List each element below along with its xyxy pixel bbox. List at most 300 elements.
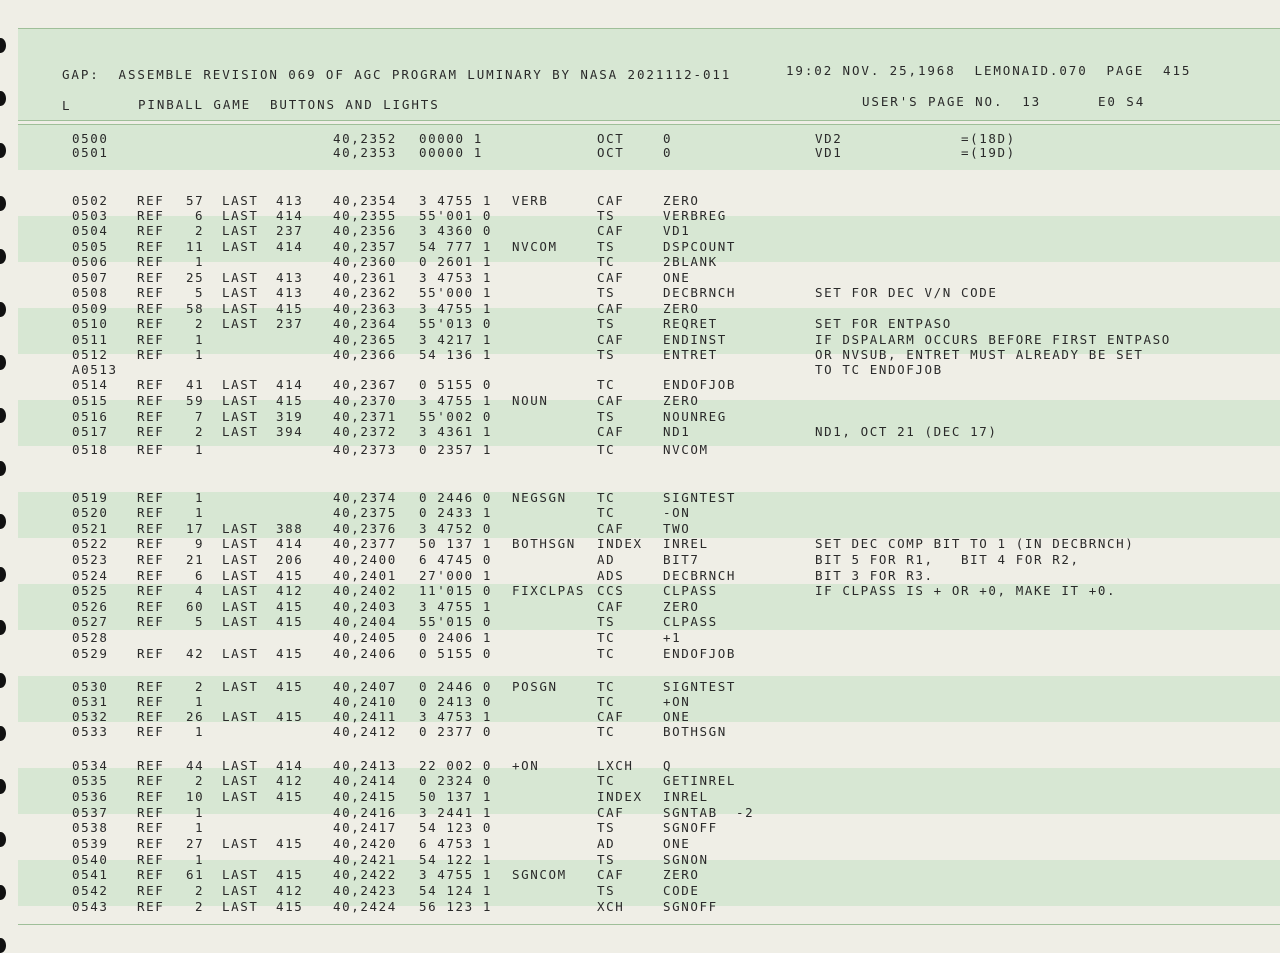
listing-addr: 40,2352 (333, 131, 397, 146)
listing-addr: 40,2374 (333, 490, 397, 505)
listing-cnt: 25 (186, 270, 205, 285)
listing-last: LAST (222, 239, 259, 254)
listing-cnt: 6 (195, 208, 205, 223)
listing-last: LAST (222, 867, 259, 882)
listing-operand: ZERO (663, 193, 700, 208)
listing-addr: 40,2420 (333, 836, 397, 851)
listing-ref: REF (137, 223, 165, 238)
listing-last: LAST (222, 193, 259, 208)
listing-op: CAF (597, 521, 625, 536)
listing-last: LAST (222, 409, 259, 424)
listing-op: TS (597, 239, 616, 254)
listing-ref: REF (137, 505, 165, 520)
listing-addr: 40,2417 (333, 820, 397, 835)
listing-cnt: 17 (186, 521, 205, 536)
listing-cnt: 59 (186, 393, 205, 408)
listing-cnt: 6 (195, 568, 205, 583)
punch-hole (0, 196, 6, 211)
punch-hole (0, 408, 6, 423)
listing-ref: REF (137, 490, 165, 505)
listing-cnt: 60 (186, 599, 205, 614)
listing-cnt: 5 (195, 614, 205, 629)
listing-op: CCS (597, 583, 625, 598)
listing-op: CAF (597, 301, 625, 316)
listing-cnt: 10 (186, 789, 205, 804)
listing-op: TS (597, 820, 616, 835)
listing-ref: REF (137, 773, 165, 788)
listing-word: 3 4755 1 (419, 867, 493, 882)
listing-op: CAF (597, 424, 625, 439)
listing-line: 0506 (72, 254, 109, 269)
listing-word: 6 4745 0 (419, 552, 493, 567)
listing-word: 55'013 0 (419, 316, 493, 331)
listing-op: TS (597, 614, 616, 629)
listing-line: 0533 (72, 724, 109, 739)
listing-line: 0543 (72, 899, 109, 914)
listing-label: NEGSGN (512, 490, 567, 505)
listing-op: TS (597, 285, 616, 300)
punch-hole (0, 514, 6, 529)
listing-addr: 40,2400 (333, 552, 397, 567)
listing-lp: 412 (276, 583, 304, 598)
listing-comment: IF DSPALARM OCCURS BEFORE FIRST ENTPASO (815, 332, 1171, 347)
listing-addr: 40,2365 (333, 332, 397, 347)
listing-ref: REF (137, 239, 165, 254)
listing-label: +ON (512, 758, 540, 773)
listing-word: 55'015 0 (419, 614, 493, 629)
listing-line: 0510 (72, 316, 109, 331)
header-line2-code: E0 S4 (1098, 94, 1146, 109)
listing-line: A0513 (72, 362, 118, 377)
punch-hole (0, 461, 6, 476)
listing-op: TC (597, 254, 616, 269)
listing-word: 6 4753 1 (419, 836, 493, 851)
listing-operand: VERBREG (663, 208, 727, 223)
listing-lp: 415 (276, 789, 304, 804)
listing-last: LAST (222, 789, 259, 804)
listing-word: 3 4753 1 (419, 709, 493, 724)
listing-operand: SGNTAB -2 (663, 805, 755, 820)
listing-line: 0531 (72, 694, 109, 709)
listing-ref: REF (137, 583, 165, 598)
listing-operand: INREL (663, 789, 709, 804)
listing-cnt: 26 (186, 709, 205, 724)
punch-hole (0, 143, 6, 158)
listing-op: CAF (597, 223, 625, 238)
listing-cnt: 7 (195, 409, 205, 424)
listing-op: CAF (597, 805, 625, 820)
listing-operand: VD1 (663, 223, 691, 238)
listing-lp: 412 (276, 883, 304, 898)
listing-operand: SIGNTEST (663, 679, 737, 694)
listing-word: 56 123 1 (419, 899, 493, 914)
listing-operand: ZERO (663, 301, 700, 316)
listing-addr: 40,2404 (333, 614, 397, 629)
listing-operand: TWO (663, 521, 691, 536)
punch-hole (0, 726, 6, 741)
listing-operand: ZERO (663, 393, 700, 408)
listing-addr: 40,2362 (333, 285, 397, 300)
listing-line: 0522 (72, 536, 109, 551)
listing-op: TC (597, 694, 616, 709)
listing-addr: 40,2407 (333, 679, 397, 694)
listing-line: 0538 (72, 820, 109, 835)
listing-addr: 40,2361 (333, 270, 397, 285)
listing-cnt: 2 (195, 424, 205, 439)
paper-band (18, 492, 1280, 538)
listing-line: 0502 (72, 193, 109, 208)
listing-cnt: 1 (195, 805, 205, 820)
listing-last: LAST (222, 208, 259, 223)
punch-hole (0, 302, 6, 317)
listing-line: 0520 (72, 505, 109, 520)
listing-op: AD (597, 552, 616, 567)
listing-last: LAST (222, 599, 259, 614)
listing-lp: 415 (276, 646, 304, 661)
listing-last: LAST (222, 521, 259, 536)
listing-cnt: 1 (195, 490, 205, 505)
listing-lp: 414 (276, 208, 304, 223)
listing-word: 22 002 0 (419, 758, 493, 773)
listing-last: LAST (222, 393, 259, 408)
listing-ref: REF (137, 805, 165, 820)
listing-op: TC (597, 630, 616, 645)
listing-ref: REF (137, 614, 165, 629)
listing-line: 0526 (72, 599, 109, 614)
listing-op: CAF (597, 332, 625, 347)
listing-lp: 414 (276, 239, 304, 254)
listing-lp: 394 (276, 424, 304, 439)
listing-cnt: 2 (195, 883, 205, 898)
listing-cnt: 41 (186, 377, 205, 392)
listing-ref: REF (137, 332, 165, 347)
listing-ref: REF (137, 568, 165, 583)
listing-line: 0527 (72, 614, 109, 629)
listing-last: LAST (222, 646, 259, 661)
listing-line: 0518 (72, 442, 109, 457)
listing-operand: REQRET (663, 316, 718, 331)
paper-rule (18, 28, 1280, 29)
listing-label: BOTHSGN (512, 536, 576, 551)
listing-comment: BIT 5 FOR R1, BIT 4 FOR R2, (815, 552, 1080, 567)
listing-operand: DSPCOUNT (663, 239, 737, 254)
listing-op: TC (597, 679, 616, 694)
listing-operand: ONE (663, 709, 691, 724)
listing-line: 0540 (72, 852, 109, 867)
listing-word: 3 4360 0 (419, 223, 493, 238)
listing-ref: REF (137, 409, 165, 424)
listing-op: TC (597, 724, 616, 739)
listing-comment: ND1, OCT 21 (DEC 17) (815, 424, 998, 439)
listing-last: LAST (222, 568, 259, 583)
listing-addr: 40,2422 (333, 867, 397, 882)
paper-rule (18, 124, 1280, 125)
listing-line: 0530 (72, 679, 109, 694)
listing-lp: 415 (276, 614, 304, 629)
listing-line: 0521 (72, 521, 109, 536)
listing-operand: +ON (663, 694, 691, 709)
listing-addr: 40,2405 (333, 630, 397, 645)
listing-op: TC (597, 377, 616, 392)
listing-addr: 40,2367 (333, 377, 397, 392)
listing-last: LAST (222, 899, 259, 914)
listing-cnt: 44 (186, 758, 205, 773)
paper-band (18, 216, 1280, 262)
listing-line: 0507 (72, 270, 109, 285)
listing-ref: REF (137, 270, 165, 285)
listing-word: 3 4755 1 (419, 193, 493, 208)
listing-cnt: 1 (195, 347, 205, 362)
listing-addr: 40,2402 (333, 583, 397, 598)
listing-lp: 388 (276, 521, 304, 536)
paper-band (18, 400, 1280, 446)
listing-cnt: 1 (195, 724, 205, 739)
listing-op: OCT (597, 131, 625, 146)
listing-addr: 40,2406 (333, 646, 397, 661)
header-line2-right: USER'S PAGE NO. 13 (862, 94, 1042, 109)
listing-operand: ONE (663, 836, 691, 851)
listing-word: 0 2601 1 (419, 254, 493, 269)
listing-operand: ND1 (663, 424, 691, 439)
listing-line: 0537 (72, 805, 109, 820)
listing-op: CAF (597, 193, 625, 208)
listing-op: CAF (597, 709, 625, 724)
listing-addr: 40,2412 (333, 724, 397, 739)
punch-hole (0, 91, 6, 106)
listing-operand: ENTRET (663, 347, 718, 362)
listing-word: 3 4217 1 (419, 332, 493, 347)
listing-line: 0541 (72, 867, 109, 882)
listing-addr: 40,2414 (333, 773, 397, 788)
listing-operand: NVCOM (663, 442, 709, 457)
listing-word: 00000 1 (419, 131, 483, 146)
listing-word: 0 2433 1 (419, 505, 493, 520)
header-line2-title: PINBALL GAME BUTTONS AND LIGHTS (138, 97, 440, 112)
listing-operand: NOUNREG (663, 409, 727, 424)
listing-word: 0 2413 0 (419, 694, 493, 709)
paper-band (18, 768, 1280, 814)
listing-comment: TO TC ENDOFJOB (815, 362, 943, 377)
listing-operand: SGNOFF (663, 820, 718, 835)
listing-op: AD (597, 836, 616, 851)
listing-cnt: 1 (195, 852, 205, 867)
listing-op: LXCH (597, 758, 634, 773)
listing-cnt: 1 (195, 694, 205, 709)
listing-word: 0 5155 0 (419, 646, 493, 661)
listing-word: 50 137 1 (419, 536, 493, 551)
listing-lp: 413 (276, 270, 304, 285)
listing-lp: 415 (276, 393, 304, 408)
listing-word: 00000 1 (419, 145, 483, 160)
listing-word: 55'001 0 (419, 208, 493, 223)
listing-operand: ONE (663, 270, 691, 285)
listing-operand: CLPASS (663, 614, 718, 629)
listing-line: 0534 (72, 758, 109, 773)
listing-line: 0503 (72, 208, 109, 223)
listing-lp: 414 (276, 536, 304, 551)
listing-cnt: 1 (195, 254, 205, 269)
listing-cnt: 2 (195, 773, 205, 788)
listing-cnt: 4 (195, 583, 205, 598)
listing-word: 3 4753 1 (419, 270, 493, 285)
listing-addr: 40,2415 (333, 789, 397, 804)
listing-ref: REF (137, 377, 165, 392)
listing-op: TS (597, 409, 616, 424)
listing-addr: 40,2410 (333, 694, 397, 709)
listing-ref: REF (137, 820, 165, 835)
listing-addr: 40,2411 (333, 709, 397, 724)
listing-op: TS (597, 852, 616, 867)
listing-addr: 40,2357 (333, 239, 397, 254)
listing-ref: REF (137, 599, 165, 614)
listing-word: 3 2441 1 (419, 805, 493, 820)
listing-addr: 40,2401 (333, 568, 397, 583)
listing-addr: 40,2423 (333, 883, 397, 898)
listing-operand: +1 (663, 630, 682, 645)
listing-addr: 40,2363 (333, 301, 397, 316)
listing-operand: SGNOFF (663, 899, 718, 914)
listing-line: 0508 (72, 285, 109, 300)
listing-last: LAST (222, 270, 259, 285)
listing-last: LAST (222, 773, 259, 788)
listing-addr: 40,2355 (333, 208, 397, 223)
listing-op: XCH (597, 899, 625, 914)
listing-cnt: 11 (186, 239, 205, 254)
listing-operand: ZERO (663, 867, 700, 882)
listing-last: LAST (222, 614, 259, 629)
listing-op: CAF (597, 393, 625, 408)
listing-line: 0536 (72, 789, 109, 804)
listing-ref: REF (137, 552, 165, 567)
listing-operand: INREL (663, 536, 709, 551)
listing-last: LAST (222, 836, 259, 851)
punch-hole (0, 832, 6, 847)
listing-operand: CODE (663, 883, 700, 898)
listing-ref: REF (137, 536, 165, 551)
listing-addr: 40,2366 (333, 347, 397, 362)
listing-op: TC (597, 646, 616, 661)
listing-operand: -ON (663, 505, 691, 520)
listing-word: 3 4752 0 (419, 521, 493, 536)
listing-line: 0516 (72, 409, 109, 424)
listing-addr: 40,2371 (333, 409, 397, 424)
listing-word: 3 4361 1 (419, 424, 493, 439)
listing-line: 0532 (72, 709, 109, 724)
listing-cnt: 9 (195, 536, 205, 551)
listing-ref: REF (137, 208, 165, 223)
listing-word: 50 137 1 (419, 789, 493, 804)
listing-lp: 415 (276, 836, 304, 851)
listing-last: LAST (222, 536, 259, 551)
listing-word: 0 2357 1 (419, 442, 493, 457)
listing-op: ADS (597, 568, 625, 583)
listing-cnt: 2 (195, 899, 205, 914)
listing-cnt: 1 (195, 820, 205, 835)
listing-cnt: 27 (186, 836, 205, 851)
listing-ref: REF (137, 254, 165, 269)
listing-op: INDEX (597, 789, 643, 804)
listing-word: 55'002 0 (419, 409, 493, 424)
listing-lp: 237 (276, 223, 304, 238)
listing-op: OCT (597, 145, 625, 160)
listing-addr: 40,2416 (333, 805, 397, 820)
listing-label: POSGN (512, 679, 558, 694)
listing-op: INDEX (597, 536, 643, 551)
listing-operand: 2BLANK (663, 254, 718, 269)
listing-lp: 413 (276, 285, 304, 300)
listing-last: LAST (222, 583, 259, 598)
paper-band (18, 676, 1280, 722)
listing-operand: ZERO (663, 599, 700, 614)
listing-last: LAST (222, 377, 259, 392)
listing-lp: 413 (276, 193, 304, 208)
listing-addr: 40,2356 (333, 223, 397, 238)
listing-last: LAST (222, 883, 259, 898)
listing-word: 54 122 1 (419, 852, 493, 867)
listing-addr: 40,2403 (333, 599, 397, 614)
listing-cnt: 2 (195, 223, 205, 238)
listing-operand: SGNON (663, 852, 709, 867)
listing-ref: REF (137, 709, 165, 724)
listing-line: 0512 (72, 347, 109, 362)
listing-ref: REF (137, 679, 165, 694)
listing-comment: VD2 =(18D) (815, 131, 1016, 146)
listing-addr: 40,2364 (333, 316, 397, 331)
listing-operand: DECBRNCH (663, 285, 737, 300)
listing-op: TC (597, 773, 616, 788)
listing-ref: REF (137, 424, 165, 439)
listing-label: NVCOM (512, 239, 558, 254)
listing-line: 0528 (72, 630, 109, 645)
listing-word: 0 2446 0 (419, 490, 493, 505)
listing-addr: 40,2360 (333, 254, 397, 269)
listing-lp: 237 (276, 316, 304, 331)
listing-ref: REF (137, 724, 165, 739)
listing-ref: REF (137, 694, 165, 709)
listing-ref: REF (137, 883, 165, 898)
listing-cnt: 2 (195, 679, 205, 694)
listing-operand: ENDOFJOB (663, 646, 737, 661)
listing-cnt: 61 (186, 867, 205, 882)
header-line2-tag: L (62, 98, 72, 113)
listing-addr: 40,2424 (333, 899, 397, 914)
punch-hole (0, 249, 6, 264)
punch-hole (0, 673, 6, 688)
listing-op: TC (597, 490, 616, 505)
listing-addr: 40,2421 (333, 852, 397, 867)
listing-last: LAST (222, 223, 259, 238)
listing-word: 3 4755 1 (419, 301, 493, 316)
listing-lp: 415 (276, 709, 304, 724)
listing-op: TS (597, 316, 616, 331)
punch-hole (0, 355, 6, 370)
listing-cnt: 21 (186, 552, 205, 567)
listing-line: 0524 (72, 568, 109, 583)
listing-line: 0500 (72, 131, 109, 146)
listing-operand: 0 (663, 131, 673, 146)
listing-lp: 415 (276, 679, 304, 694)
listing-word: 27'000 1 (419, 568, 493, 583)
listing-line: 0519 (72, 490, 109, 505)
listing-word: 0 2324 0 (419, 773, 493, 788)
listing-ref: REF (137, 646, 165, 661)
listing-word: 0 2446 0 (419, 679, 493, 694)
listing-ref: REF (137, 852, 165, 867)
listing-word: 54 124 1 (419, 883, 493, 898)
punch-hole (0, 779, 6, 794)
listing-operand: DECBRNCH (663, 568, 737, 583)
header-line1-left: GAP: ASSEMBLE REVISION 069 OF AGC PROGRAM LUMINARY BY NASA 2021112-011 (62, 67, 732, 82)
